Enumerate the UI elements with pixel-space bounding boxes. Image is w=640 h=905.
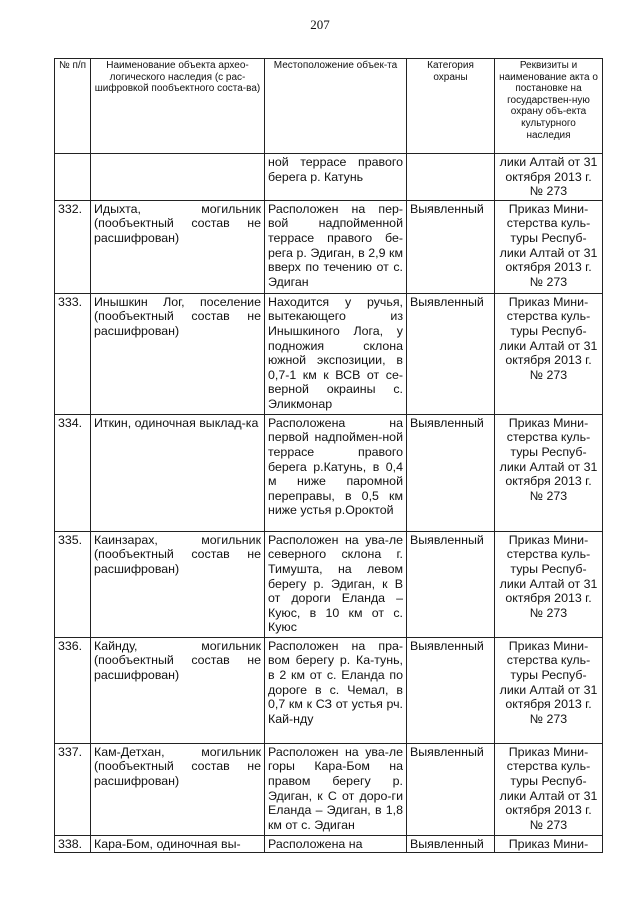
location-cell: Расположен на пра-вом берегу р. Ка-тунь, в 2 км от с. Еланда по дороге в с. Чемал, в 0,7 км к СЗ от устья рч. Кай-нду [265, 637, 407, 743]
column-header-number: № п/п [55, 59, 91, 154]
category-cell: Выявленный [407, 293, 495, 414]
category-cell: Выявленный [407, 531, 495, 637]
name-cell: Иткин, одиночная выклад-ка [91, 414, 265, 531]
name-cell: Кара-Бом, одиночная вы- [91, 835, 265, 853]
act-cell: лики Алтай от 31 октября 2013 г. № 273 [495, 154, 603, 201]
column-header-category: Категория охраны [407, 59, 495, 154]
act-cell: Приказ Мини-стерства куль-туры Респуб-лики Алтай от 31 октября 2013 г. № 273 [495, 293, 603, 414]
num-cell: 337. [55, 743, 91, 835]
category-cell: Выявленный [407, 414, 495, 531]
category-cell: Выявленный [407, 835, 495, 853]
location-cell: Расположена на [265, 835, 407, 853]
num-cell: 336. [55, 637, 91, 743]
location-cell: ной террасе правого берега р. Катунь [265, 154, 407, 201]
table-row [55, 637, 603, 743]
table-row [55, 293, 603, 414]
location-cell: Находится у ручья, вытекающего из Инышкиного Лога, у подножия склона южной экспозиции, в 0,7-1 км к ВСВ от се-верной окраины с. Эликмонар [265, 293, 407, 414]
location-cell: Расположен на пер-вой надпойменной террасе правого бе-рега р. Эдиган, в 2,9 км вверх по течению от с. Эдиган [265, 200, 407, 293]
act-cell: Приказ Мини-стерства куль-туры Респуб-лики Алтай от 31 октября 2013 г. № 273 [495, 637, 603, 743]
location-cell: Расположена на первой надпоймен-ной террасе правого берега р.Катунь, в 0,4 м ниже паромной переправы, в 0,5 км ниже устья р.Ороктой [265, 414, 407, 531]
table-header-row [55, 59, 603, 154]
column-header-act: Реквизиты и наименование акта о постановке на государствен-ную охрану объ-екта культурного наследия [495, 59, 603, 154]
num-cell: 332. [55, 200, 91, 293]
table-row [55, 835, 603, 853]
act-cell: Приказ Мини-стерства куль-туры Респуб-лики Алтай от 31 октября 2013 г. № 273 [495, 743, 603, 835]
table-row [55, 531, 603, 637]
name-cell: Кам-Детхан, могильник (пообъектный состав не расшифрован) [91, 743, 265, 835]
column-header-name: Наименование объекта архео-логического наследия (с рас-шифровкой пообъектного соста-ва) [91, 59, 265, 154]
act-cell: Приказ Мини-стерства куль-туры Респуб-лики Алтай от 31 октября 2013 г. № 273 [495, 200, 603, 293]
category-cell: Выявленный [407, 743, 495, 835]
num-cell: 335. [55, 531, 91, 637]
page-number: 207 [310, 17, 330, 32]
name-cell: Кайнду, могильник (пообъектный состав не расшифрован) [91, 637, 265, 743]
act-cell: Приказ Мини-стерства куль-туры Респуб-лики Алтай от 31 октября 2013 г. № 273 [495, 414, 603, 531]
category-cell: Выявленный [407, 200, 495, 293]
table-row [55, 414, 603, 531]
category-cell [407, 154, 495, 201]
continuation-row [55, 154, 603, 201]
location-cell: Расположен на ува-ле северного склона г. Тимушта, на левом берегу р. Эдиган, к В от дороги Еланда – Куюс, в 10 км от с. Куюс [265, 531, 407, 637]
column-header-location: Местоположение объек-та [265, 59, 407, 154]
act-cell: Приказ Мини- [495, 835, 603, 853]
table-row [55, 200, 603, 293]
name-cell [91, 154, 265, 201]
location-cell: Расположен на ува-ле горы Кара-Бом на правом берегу р. Эдиган, к С от доро-ги Еланда – Эдиган, в 1,8 км от с. Эдиган [265, 743, 407, 835]
heritage-registry-table [54, 58, 603, 853]
name-cell: Инышкин Лог, поселение (пообъектный состав не расшифрован) [91, 293, 265, 414]
act-cell: Приказ Мини-стерства куль-туры Респуб-лики Алтай от 31 октября 2013 г. № 273 [495, 531, 603, 637]
name-cell: Каинзарах, могильник (пообъектный состав не расшифрован) [91, 531, 265, 637]
name-cell: Идыхта, могильник (пообъектный состав не расшифрован) [91, 200, 265, 293]
table-row [55, 743, 603, 835]
num-cell: 333. [55, 293, 91, 414]
num-cell: 338. [55, 835, 91, 853]
num-cell: 334. [55, 414, 91, 531]
category-cell: Выявленный [407, 637, 495, 743]
num-cell [55, 154, 91, 201]
